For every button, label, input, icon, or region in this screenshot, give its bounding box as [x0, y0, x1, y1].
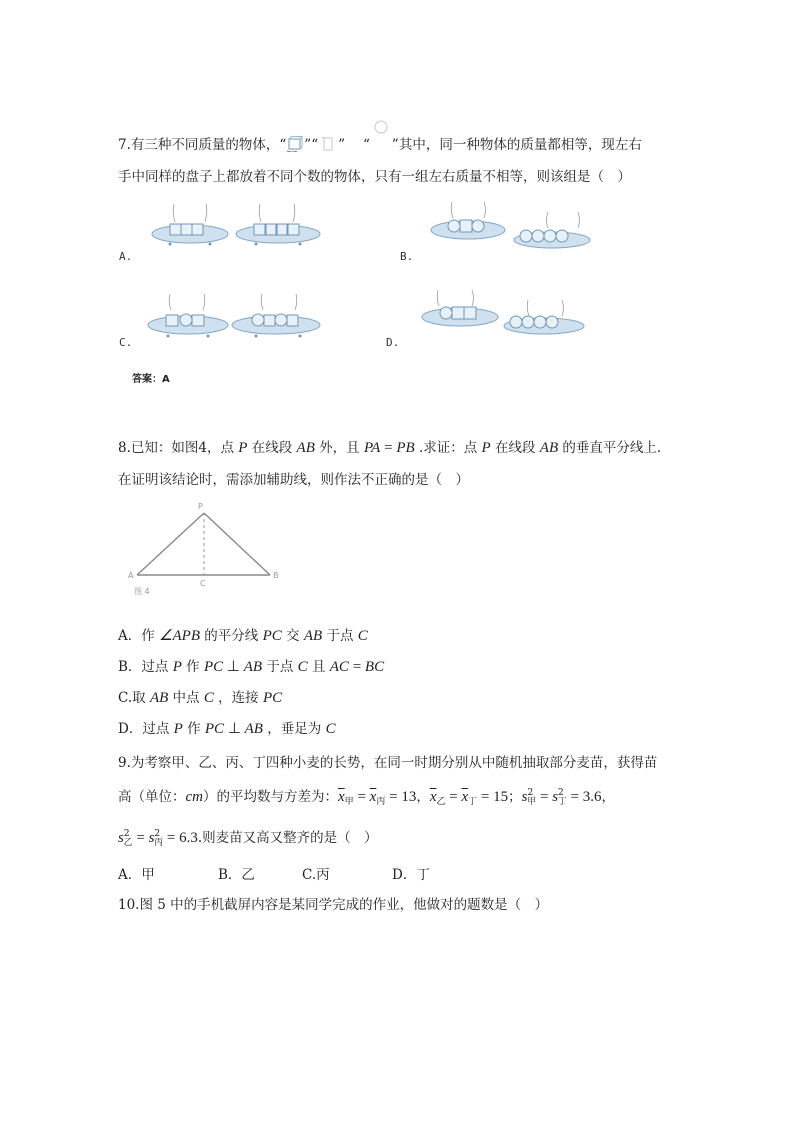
q8-text: .求证：点 — [414, 440, 482, 456]
q8-line2: 在证明该结论时，需添加辅助线，则作法不正确的是（ ） — [118, 472, 469, 488]
figure-label-p: P — [198, 502, 203, 511]
q9-eq: = — [477, 789, 494, 805]
q8-text: 外，且 — [314, 440, 364, 456]
q8-text: 在线段 — [247, 440, 297, 456]
q9-eq: = — [132, 830, 149, 846]
q8-text: 的平分线 — [199, 628, 263, 644]
q8-math: P — [172, 659, 182, 675]
q8-text: 且 — [307, 659, 330, 675]
q8-text: 8.已知：如图4，点 — [118, 440, 239, 456]
q10-line1: 10.图 5 中的手机截屏内容是某同学完成的作业，他做对的题数是（ ） — [118, 897, 549, 913]
q8-math: C — [297, 659, 308, 675]
q8-math: AB — [296, 440, 315, 456]
q9-punct: ， — [416, 789, 430, 805]
q9-mean-symbol: $\overline{x}$ — [429, 789, 437, 805]
q8-math: C — [325, 721, 336, 737]
q8-math: PC — [204, 721, 225, 737]
q8-line1 — [118, 436, 661, 457]
q9-text: 高（单位： — [118, 789, 186, 805]
q8-math: P — [238, 440, 248, 456]
q7-option-b-plates-image — [430, 200, 595, 252]
q9-mean-symbol: $\overline{x}$ — [461, 789, 469, 805]
q8-math: ⊥ — [223, 659, 244, 675]
q9-option-a: A．甲 — [118, 867, 155, 883]
cylinder-object-icon — [318, 136, 338, 152]
figure-label-c: C — [200, 579, 206, 588]
figure-label-a: A — [128, 571, 134, 580]
q8-text: ，连接 — [213, 690, 263, 706]
q7-option-b-label: B. — [400, 250, 414, 263]
q9-line2 — [118, 785, 615, 807]
q8-option-b — [118, 655, 384, 676]
q9-sup: 2 — [558, 788, 564, 798]
q9-sub: 丁 — [557, 797, 567, 807]
q8-math: PC — [262, 628, 282, 644]
q9-sup: 2 — [527, 788, 534, 798]
q8-text: 中点 — [168, 690, 204, 706]
q8-text: 作 — [182, 721, 205, 737]
figure-caption: 图 4 — [134, 587, 150, 596]
q8-text: B．过点 — [118, 659, 173, 675]
q9-sub: 丙 — [154, 838, 164, 848]
q9-option-b: B．乙 — [218, 867, 255, 883]
q8-math: C — [203, 690, 214, 706]
q9-mean-symbol: $\overline{x}$ — [369, 789, 377, 805]
quote-open: “ — [363, 137, 370, 153]
q7-answer: 答案：A — [132, 374, 170, 385]
q7-line2: 手中同样的盘子上都放着不同个数的物体，只有一组左右质量不相等，则该组是（ ） — [118, 169, 631, 185]
q9-unit: cm — [185, 789, 203, 805]
q9-sup: 2 — [154, 829, 161, 839]
q8-text: D．过点 — [118, 721, 174, 737]
q9-option-d: D．丁 — [392, 867, 430, 883]
q8-text: ，垂足为 — [262, 721, 326, 737]
q9-eq: = — [536, 789, 553, 805]
q9-eq: = — [385, 789, 402, 805]
q7-option-c-label: C. — [119, 336, 133, 349]
q8-math: P — [481, 440, 491, 456]
q8-math: P — [173, 721, 183, 737]
q8-option-a — [118, 624, 368, 645]
q8-option-d — [118, 717, 336, 738]
q8-math: PC — [262, 690, 283, 706]
figure-label-b: B — [273, 571, 279, 580]
q8-option-c — [118, 686, 282, 707]
q9-sub: 丁 — [468, 797, 478, 807]
q8-math: = — [380, 440, 397, 456]
q9-punct: ， — [601, 789, 615, 805]
q8-math: AB — [303, 628, 323, 644]
q8-text: 的垂直平分线上. — [558, 440, 662, 456]
quote-close: ” — [338, 137, 346, 153]
q9-value: 13 — [401, 789, 417, 805]
q9-value: 15 — [493, 789, 509, 805]
q9-value: 3.6 — [582, 789, 602, 805]
q8-text: C.取 — [118, 690, 150, 706]
q8-math: ∠APB — [159, 628, 200, 644]
q9-variance-symbol: s — [552, 789, 559, 805]
q8-math: AB — [243, 659, 263, 675]
q7-option-c-plates-image — [146, 292, 326, 344]
q9-sub: 乙 — [436, 797, 446, 807]
q7-option-a-plates-image — [148, 200, 323, 252]
q8-math: PB — [396, 440, 415, 456]
q7-line1 — [118, 129, 642, 153]
cube-object-icon — [286, 136, 304, 152]
q8-math: = — [348, 659, 365, 675]
sphere-object-icon — [370, 129, 392, 147]
q7-option-d-label: D. — [386, 336, 400, 349]
q8-text: 在线段 — [490, 440, 540, 456]
q8-math: PC — [203, 659, 224, 675]
q9-sub: 丙 — [376, 797, 386, 807]
q8-figure-4 — [112, 498, 292, 610]
q9-sub: 甲 — [344, 797, 354, 807]
q8-math: AB — [149, 690, 169, 706]
quote-open: “ — [311, 137, 319, 153]
q9-text: ）的平均数与方差为： — [203, 789, 338, 805]
q9-sup: 2 — [123, 829, 130, 839]
q9-variance-symbol: s — [148, 830, 155, 846]
quote-close: ” — [304, 137, 312, 153]
q7-option-d-plates-image — [420, 288, 585, 340]
q8-text: 于点 — [322, 628, 358, 644]
q8-math: BC — [364, 659, 385, 675]
q7-line1-prefix: 7.有三种不同质量的物体，“ — [118, 137, 287, 153]
q8-text: A．作 — [118, 628, 160, 644]
q9-punct: ； — [508, 789, 522, 805]
q8-math: C — [357, 628, 368, 644]
q8-text: 交 — [281, 628, 304, 644]
q8-math: AB — [244, 721, 263, 737]
q8-math: AB — [539, 440, 559, 456]
q9-sub: 甲 — [527, 797, 537, 807]
q9-value: 6.3 — [179, 830, 198, 846]
q9-line1: 9.为考察甲、乙、丙、丁四种小麦的长势，在同一时期分别从中随机抽取部分麦苗，获得苗 — [118, 755, 658, 771]
q9-variance-symbol: s — [521, 789, 528, 805]
q8-text: 于点 — [262, 659, 298, 675]
q9-option-c: C.丙 — [302, 867, 330, 883]
q7-option-a-label: A. — [119, 250, 133, 263]
q9-variance-symbol: s — [118, 830, 124, 846]
q9-eq: = — [163, 830, 180, 846]
q9-eq: = — [445, 789, 462, 805]
q9-text: .则麦苗又高又整齐的是（ ） — [197, 830, 378, 846]
q7-line1-suffix: ”其中，同一种物体的质量都相等，现左右 — [391, 137, 642, 153]
q9-eq: = — [353, 789, 370, 805]
q9-line3 — [118, 826, 378, 848]
q8-math: PA — [363, 440, 381, 456]
q8-math: AC — [329, 659, 349, 675]
q9-eq: = — [566, 789, 583, 805]
q9-mean-symbol: $\overline{x}$ — [338, 789, 345, 805]
q8-text: 作 — [181, 659, 204, 675]
q9-sub: 乙 — [123, 838, 133, 848]
q8-math: ⊥ — [224, 721, 245, 737]
